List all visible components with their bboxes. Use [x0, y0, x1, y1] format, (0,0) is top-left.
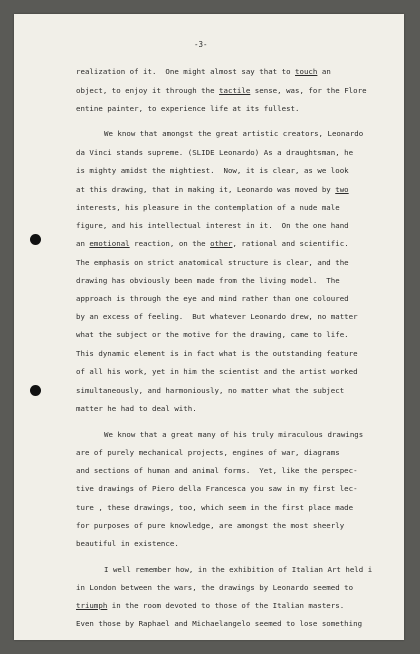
text-line: what the subject or the motive for the drawing, came to life.: [76, 330, 349, 339]
text-line: simultaneously, and harmoniously, no matter what the subject: [76, 386, 345, 395]
document-page: [14, 14, 404, 640]
punch-hole: [30, 385, 41, 396]
text-line: for purposes of pure knowledge, are amongst the most sheerly: [76, 521, 345, 530]
text-line: triumph in the room devoted to those of the Italian masters.: [76, 601, 345, 610]
text-line: This dynamic element is in fact what is the outstanding feature: [76, 349, 358, 358]
text-line: at this drawing, that in making it, Leonardo was moved by two: [76, 185, 349, 194]
text-line: matter he had to deal with.: [76, 404, 197, 413]
text-line: I well remember how, in the exhibition of Italian Art held i: [104, 565, 373, 574]
text-line: and sections of human and animal forms. Yet, like the perspec-: [76, 466, 358, 475]
text-line: by an excess of feeling. But whatever Leonardo drew, no matter: [76, 312, 358, 321]
text-line: We know that a great many of his truly miraculous drawings: [104, 430, 364, 439]
text-line: an emotional reaction, on the other, rational and scientific.: [76, 239, 349, 248]
text-line: object, to enjoy it through the tactile sense, was, for the Flore: [76, 86, 367, 95]
text-line: drawing has obviously been made from the living model. The: [76, 276, 340, 285]
text-line: tive drawings of Piero della Francesca you saw in my first lec-: [76, 484, 358, 493]
text-line: beautiful in existence.: [76, 539, 179, 548]
text-line: approach is through the eye and mind rather than one coloured: [76, 294, 349, 303]
text-line: entine painter, to experience life at its fullest.: [76, 104, 300, 113]
page-number: -3-: [194, 40, 208, 49]
text-line: in London between the wars, the drawings by Leonardo seemed to: [76, 583, 354, 592]
text-line: ture , these drawings, too, which seem in the first place made: [76, 503, 354, 512]
text-line: da Vinci stands supreme. (SLIDE Leonardo) As a draughtsman, he: [76, 148, 354, 157]
text-line: of all his work, yet in him the scientist and the artist worked: [76, 367, 358, 376]
text-line: Even those by Raphael and Michaelangelo seemed to lose something: [76, 619, 363, 628]
text-line: is mighty amidst the mightiest. Now, it is clear, as we look: [76, 166, 349, 175]
text-line: figure, and his intellectual interest in it. On the one hand: [76, 221, 349, 230]
text-line: interests, his pleasure in the contemplation of a nude male: [76, 203, 340, 212]
text-line: The emphasis on strict anatomical structure is clear, and the: [76, 258, 349, 267]
text-line: We know that amongst the great artistic creators, Leonardo: [104, 129, 364, 138]
text-line: realization of it. One might almost say that to touch an: [76, 67, 331, 76]
text-line: are of purely mechanical projects, engines of war, diagrams: [76, 448, 340, 457]
punch-hole: [30, 234, 41, 245]
